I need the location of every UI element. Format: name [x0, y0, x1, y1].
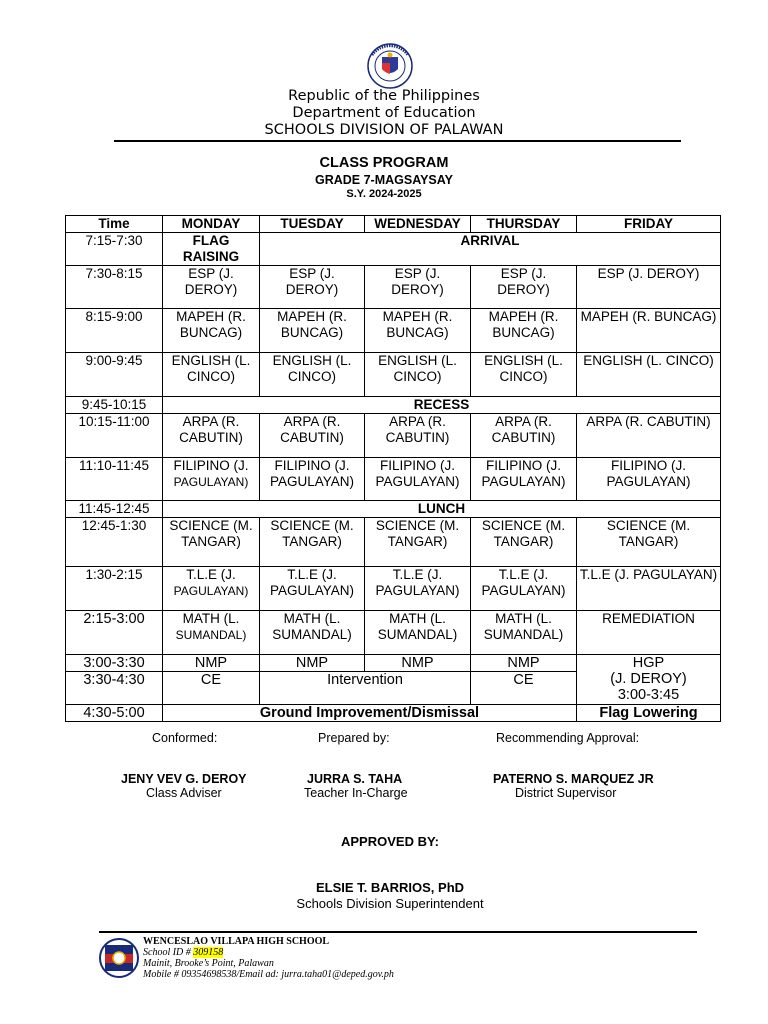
table-row [66, 705, 721, 722]
schedule-cell: FILIPINO (J. PAGULAYAN) [471, 458, 577, 501]
table-header-row [66, 216, 721, 233]
cell-line: SUMANDAL) [175, 628, 247, 642]
table-row [66, 414, 721, 458]
schedule-cell: SCIENCE (M. TANGAR) [163, 518, 260, 567]
table-row [66, 611, 721, 655]
time-cell: 4:30-5:00 [66, 705, 163, 722]
col-friday: FRIDAY [577, 216, 721, 233]
schedule-cell: NMP [260, 655, 365, 672]
schedule-cell: FILIPINO (J. PAGULAYAN) [577, 458, 721, 501]
table-row [66, 233, 721, 266]
table-row [66, 458, 721, 501]
schedule-cell: NMP [365, 655, 471, 672]
teacher-name: JURRA S. TAHA [307, 772, 403, 786]
time-cell: 3:00-3:30 [66, 655, 163, 672]
table-row [66, 309, 721, 353]
time-cell: 8:15-9:00 [66, 309, 163, 353]
schedule-cell: CE [471, 672, 577, 705]
schedule-cell: T.L.E (J. PAGULAYAN) [260, 567, 365, 611]
class-schedule-table [65, 215, 721, 722]
schedule-cell: ESP (J. DEROY) [471, 266, 577, 309]
schedule-cell: SCIENCE (M. TANGAR) [365, 518, 471, 567]
span-cell: RECESS [163, 397, 721, 414]
adviser-role: Class Adviser [146, 786, 222, 800]
time-cell: 9:00-9:45 [66, 353, 163, 397]
schedule-cell: NMP [471, 655, 577, 672]
schedule-cell: ENGLISH (L. CINCO) [260, 353, 365, 397]
schedule-cell: NMP [163, 655, 260, 672]
col-thursday: THURSDAY [471, 216, 577, 233]
supervisor-role: District Supervisor [515, 786, 617, 800]
cell-line: PAGULAYAN) [173, 475, 249, 489]
schedule-cell: MATH (L. SUMANDAL) [260, 611, 365, 655]
schedule-cell: ENGLISH (L. CINCO) [471, 353, 577, 397]
supervisor-name: PATERNO S. MARQUEZ JR [493, 772, 654, 786]
schedule-cell: ARPA (R. CABUTIN) [163, 414, 260, 458]
col-wednesday: WEDNESDAY [365, 216, 471, 233]
schedule-cell [577, 655, 721, 705]
table-row [66, 266, 721, 309]
time-cell: 10:15-11:00 [66, 414, 163, 458]
schedule-cell: FILIPINO (J. PAGULAYAN) [365, 458, 471, 501]
table-row [66, 397, 721, 414]
schedule-cell: FILIPINO (J. PAGULAYAN) [260, 458, 365, 501]
table-row [66, 353, 721, 397]
school-id-value: 309158 [193, 947, 224, 958]
schedule-cell: T.L.E (J. PAGULAYAN) [471, 567, 577, 611]
schedule-cell [163, 567, 260, 611]
cell-line: HGP [632, 655, 665, 671]
schedule-cell: MAPEH (R. BUNCAG) [365, 309, 471, 353]
span-cell: Intervention [260, 672, 471, 705]
schedule-cell: ENGLISH (L. CINCO) [163, 353, 260, 397]
superintendent-name: ELSIE T. BARRIOS, PhD [315, 880, 465, 895]
header-republic: Republic of the Philippines [288, 88, 480, 104]
superintendent-role: Schools Division Superintendent [296, 896, 484, 911]
schedule-cell: MAPEH (R. BUNCAG) [163, 309, 260, 353]
schedule-cell: MATH (L. SUMANDAL) [471, 611, 577, 655]
time-cell: 7:30-8:15 [66, 266, 163, 309]
col-time: Time [66, 216, 163, 233]
table-row [66, 567, 721, 611]
header-department: Department of Education [292, 105, 476, 121]
col-tuesday: TUESDAY [260, 216, 365, 233]
schedule-cell: T.L.E (J. PAGULAYAN) [365, 567, 471, 611]
time-cell: 9:45-10:15 [66, 397, 163, 414]
doc-title: CLASS PROGRAM [319, 155, 449, 171]
schedule-cell: Flag Lowering [577, 705, 721, 722]
time-cell: 7:15-7:30 [66, 233, 163, 266]
cell-line: 3:00-3:45 [617, 687, 680, 703]
footer-contact: Mobile # 09354698538/Email ad: jurra.taha01@deped.gov.ph [143, 969, 394, 980]
footer-school-id [143, 947, 223, 959]
schedule-cell: ARPA (R. CABUTIN) [471, 414, 577, 458]
table-row [66, 518, 721, 567]
schedule-cell: REMEDIATION [577, 611, 721, 655]
approved-label: APPROVED BY: [341, 834, 439, 849]
schedule-cell: MAPEH (R. BUNCAG) [577, 309, 721, 353]
schedule-cell: ENGLISH (L. CINCO) [365, 353, 471, 397]
schedule-cell: MAPEH (R. BUNCAG) [471, 309, 577, 353]
schedule-cell: SCIENCE (M. TANGAR) [260, 518, 365, 567]
schedule-cell: T.L.E (J. PAGULAYAN) [577, 567, 721, 611]
schedule-cell: SCIENCE (M. TANGAR) [471, 518, 577, 567]
header-rule [114, 140, 681, 142]
schedule-cell: ARPA (R. CABUTIN) [577, 414, 721, 458]
conformed-label: Conformed: [152, 731, 218, 745]
span-cell: ARRIVAL [260, 233, 721, 266]
schedule-cell: ENGLISH (L. CINCO) [577, 353, 721, 397]
table-row [66, 655, 721, 672]
schedule-cell [163, 458, 260, 501]
cell-line: T.L.E (J. [186, 567, 236, 582]
doc-section: GRADE 7-MAGSAYSAY [314, 173, 453, 187]
adviser-name: JENY VEV G. DEROY [121, 772, 247, 786]
recommending-label: Recommending Approval: [496, 731, 640, 745]
schedule-cell [163, 611, 260, 655]
time-cell: 11:10-11:45 [66, 458, 163, 501]
doc-school-year: S.Y. 2024-2025 [346, 188, 422, 200]
span-cell: LUNCH [163, 501, 721, 518]
schedule-cell: MATH (L. SUMANDAL) [365, 611, 471, 655]
schedule-cell: ARPA (R. CABUTIN) [365, 414, 471, 458]
span-cell: Ground Improvement/Dismissal [163, 705, 577, 722]
prepared-label: Prepared by: [318, 731, 390, 745]
time-cell: 1:30-2:15 [66, 567, 163, 611]
schedule-cell: CE [163, 672, 260, 705]
footer-school-name: WENCESLAO VILLAPA HIGH SCHOOL [143, 936, 330, 947]
schedule-cell: FLAG RAISING [163, 233, 260, 266]
teacher-role: Teacher In-Charge [304, 786, 408, 800]
col-monday: MONDAY [163, 216, 260, 233]
cell-line: (J. DEROY) [610, 671, 687, 687]
footer-address: Mainit, Brooke’s Point, Palawan [143, 958, 274, 969]
schedule-cell: SCIENCE (M. TANGAR) [577, 518, 721, 567]
cell-line: FILIPINO (J. [173, 458, 249, 473]
table-row [66, 501, 721, 518]
schedule-cell: ARPA (R. CABUTIN) [260, 414, 365, 458]
time-cell: 2:15-3:00 [66, 611, 163, 655]
schedule-cell: ESP (J. DEROY) [163, 266, 260, 309]
school-id-label: School ID # [143, 947, 194, 958]
time-cell: 12:45-1:30 [66, 518, 163, 567]
schedule-cell: ESP (J. DEROY) [365, 266, 471, 309]
header-division: SCHOOLS DIVISION OF PALAWAN [264, 122, 504, 138]
schedule-cell: ESP (J. DEROY) [577, 266, 721, 309]
school-logo-icon [99, 937, 139, 979]
time-cell: 11:45-12:45 [66, 501, 163, 518]
schedule-cell: ESP (J. DEROY) [260, 266, 365, 309]
cell-line: MATH (L. [182, 611, 240, 626]
footer-rule [99, 931, 697, 933]
deped-seal-icon [362, 43, 418, 89]
cell-line: PAGULAYAN) [173, 584, 249, 598]
schedule-cell: MAPEH (R. BUNCAG) [260, 309, 365, 353]
time-cell: 3:30-4:30 [66, 672, 163, 705]
